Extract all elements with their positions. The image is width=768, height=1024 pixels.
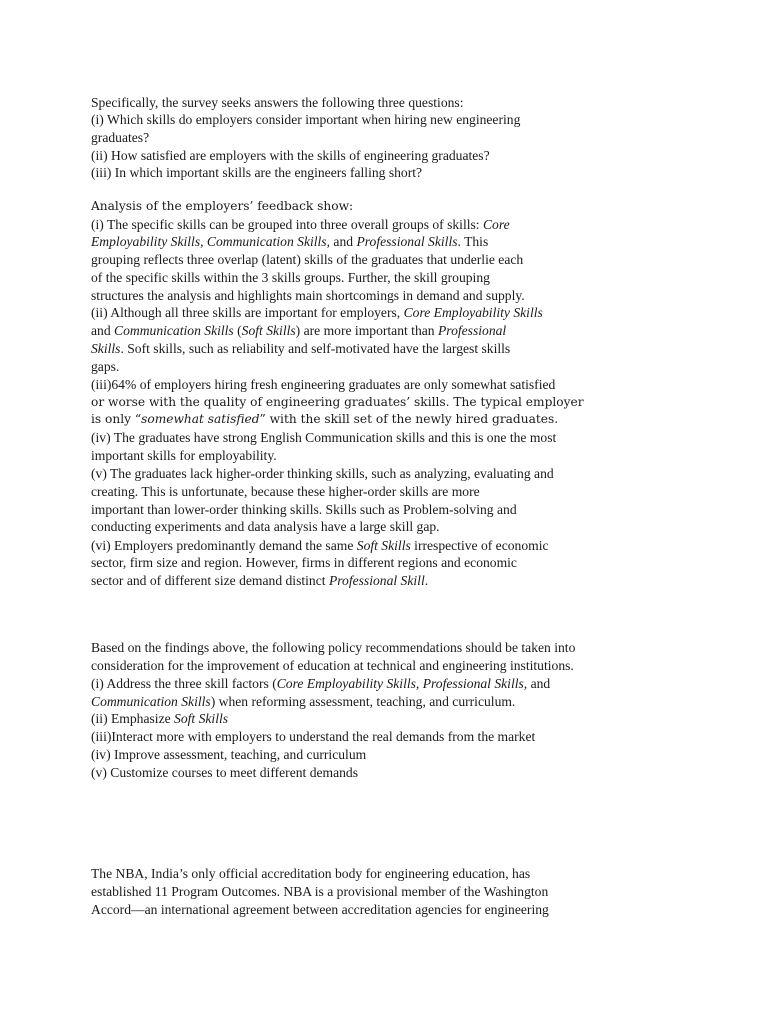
analysis-heading: Analysis of the employers’ feedback show:	[91, 199, 354, 213]
analysis-v-line-2: creating. This is unfortunate, because these higher-order skills are more	[91, 484, 480, 499]
analysis-i-line-3: grouping reflects three overlap (latent) skills of the graduates that underlie each	[91, 252, 524, 267]
policy-intro-line-2: consideration for the improvement of education at technical and engineering institutions.	[91, 658, 574, 673]
analysis-ii-line-4: gaps.	[91, 359, 120, 374]
analysis-vi-line-2: sector, firm size and region. However, firms in different regions and economic	[91, 555, 517, 570]
analysis-i-line-5: structures the analysis and highlights main shortcomings in demand and supply.	[91, 288, 525, 303]
analysis-i-line-1: (i) The specific skills can be grouped into three overall groups of skills: Core	[91, 217, 510, 232]
analysis-vi-line-3: sector and of different size demand distinct Professional Skill.	[91, 573, 429, 588]
analysis-iii-line-3: is only “somewhat satisfied” with the skill set of the newly hired graduates.	[91, 412, 559, 426]
policy-ii-line: (ii) Emphasize Soft Skills	[91, 711, 229, 726]
analysis-iv-line-1: (iv) The graduates have strong English Communication skills and this is one the most	[91, 430, 557, 445]
analysis-v-line-4: conducting experiments and data analysis have a large skill gap.	[91, 519, 440, 534]
question-i-line-2: graduates?	[91, 130, 150, 145]
question-ii-line: (ii) How satisfied are employers with the skills of engineering graduates?	[91, 148, 490, 163]
analysis-v-line-3: important than lower-order thinking skills. Skills such as Problem-solving and	[91, 502, 517, 517]
analysis-i-line-4: of the specific skills within the 3 skills groups. Further, the skill grouping	[91, 270, 490, 285]
analysis-iii-line-1: (iii)64% of employers hiring fresh engineering graduates are only somewhat satisfied	[91, 377, 556, 392]
policy-i-line-2: Communication Skills) when reforming assessment, teaching, and curriculum.	[91, 694, 516, 709]
policy-i-line-1: (i) Address the three skill factors (Core Employability Skills, Professional Skills, and	[91, 676, 551, 691]
nba-line-1: The NBA, India’s only official accreditation body for engineering education, has	[91, 866, 531, 881]
policy-intro-line-1: Based on the findings above, the following policy recommendations should be taken into	[91, 640, 576, 655]
survey-intro-line: Specifically, the survey seeks answers the following three questions:	[91, 95, 464, 110]
policy-v-line: (v) Customize courses to meet different demands	[91, 765, 359, 780]
analysis-iii-line-2: or worse with the quality of engineering graduates’ skills. The typical employer	[91, 395, 584, 409]
analysis-ii-line-3: Skills. Soft skills, such as reliability and self-motivated have the largest skills	[91, 341, 511, 356]
nba-line-2: established 11 Program Outcomes. NBA is a provisional member of the Washington	[91, 884, 549, 899]
analysis-ii-line-2: and Communication Skills (Soft Skills) are more important than Professional	[91, 323, 507, 338]
analysis-iv-line-2: important skills for employability.	[91, 448, 277, 463]
analysis-vi-line-1: (vi) Employers predominantly demand the same Soft Skills irrespective of economic	[91, 538, 549, 553]
policy-iv-line: (iv) Improve assessment, teaching, and curriculum	[91, 747, 367, 762]
question-iii-line: (iii) In which important skills are the engineers falling short?	[91, 165, 423, 180]
nba-line-3: Accord—an international agreement between accreditation agencies for engineering	[91, 902, 549, 917]
analysis-i-line-2: Employability Skills, Communication Skills, and Professional Skills. This	[91, 234, 489, 249]
question-i-line: (i) Which skills do employers consider important when hiring new engineering	[91, 112, 521, 127]
policy-iii-line: (iii)Interact more with employers to understand the real demands from the market	[91, 729, 536, 744]
analysis-v-line-1: (v) The graduates lack higher-order thinking skills, such as analyzing, evaluating and	[91, 466, 554, 481]
analysis-ii-line-1: (ii) Although all three skills are important for employers, Core Employability Skills	[91, 305, 543, 320]
